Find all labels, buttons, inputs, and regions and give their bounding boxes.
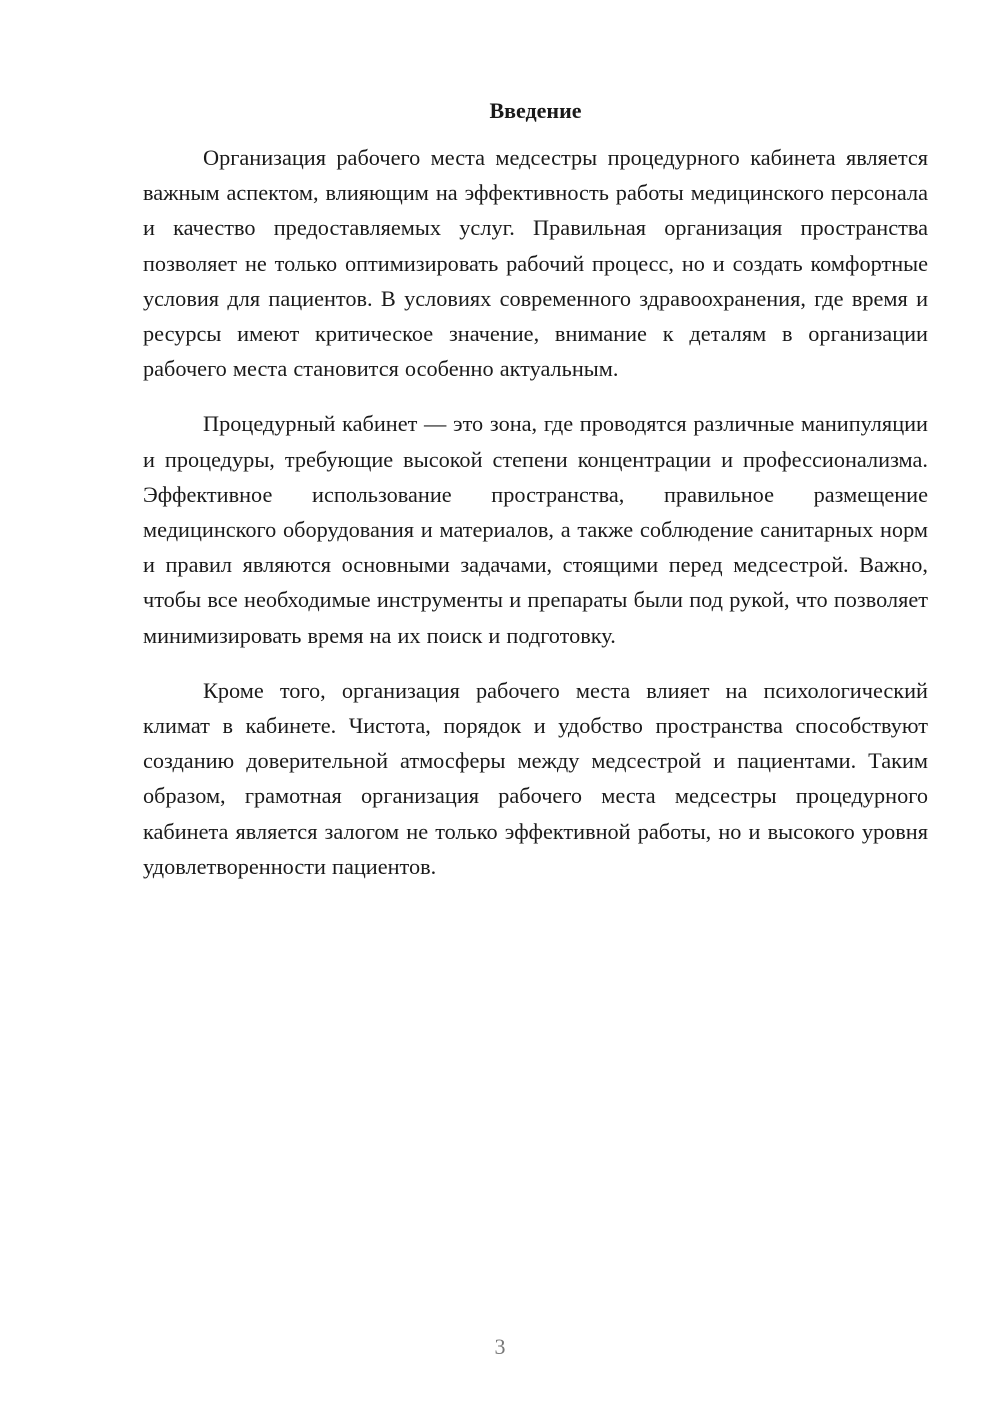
page-content	[143, 95, 928, 904]
section-title: Введение	[489, 98, 582, 123]
paragraph-3: Кроме того, организация рабочего места влияет на психологический климат в кабинете. Чистота, порядок и удобство пространства способствуют созданию доверительной атмосферы между медсестрой и пациентами. Таким образом, грамотная организация рабочего места медсестры процедурного кабинета является залогом не только эффективной работы, но и высокого уровня удовлетворенности пациентов.	[143, 677, 928, 879]
paragraph-1: Организация рабочего места медсестры процедурного кабинета является важным аспектом, влияющим на эффективность работы медицинского персонала и качество предоставляемых услуг. Правильная организация пространства позволяет не только оптимизировать рабочий процесс, но и создать комфортные условия для пациентов. В условиях современного здравоохранения, где время и ресурсы имеют критическое значение, внимание к деталям в организации рабочего места становится особенно актуальным.	[143, 145, 928, 382]
paragraph-2: Процедурный кабинет — это зона, где проводятся различные манипуляции и процедуры, требующие высокой степени концентрации и профессионализма. Эффективное использование пространства, правильное размещение медицинского оборудования и материалов, а также соблюдение санитарных норм и правил являются основными задачами, стоящими перед медсестрой. Важно, чтобы все необходимые инструменты и препараты были под рукой, что позволяет минимизировать время на их поиск и подготовку.	[143, 411, 928, 648]
page-number: 3	[494, 1334, 506, 1359]
